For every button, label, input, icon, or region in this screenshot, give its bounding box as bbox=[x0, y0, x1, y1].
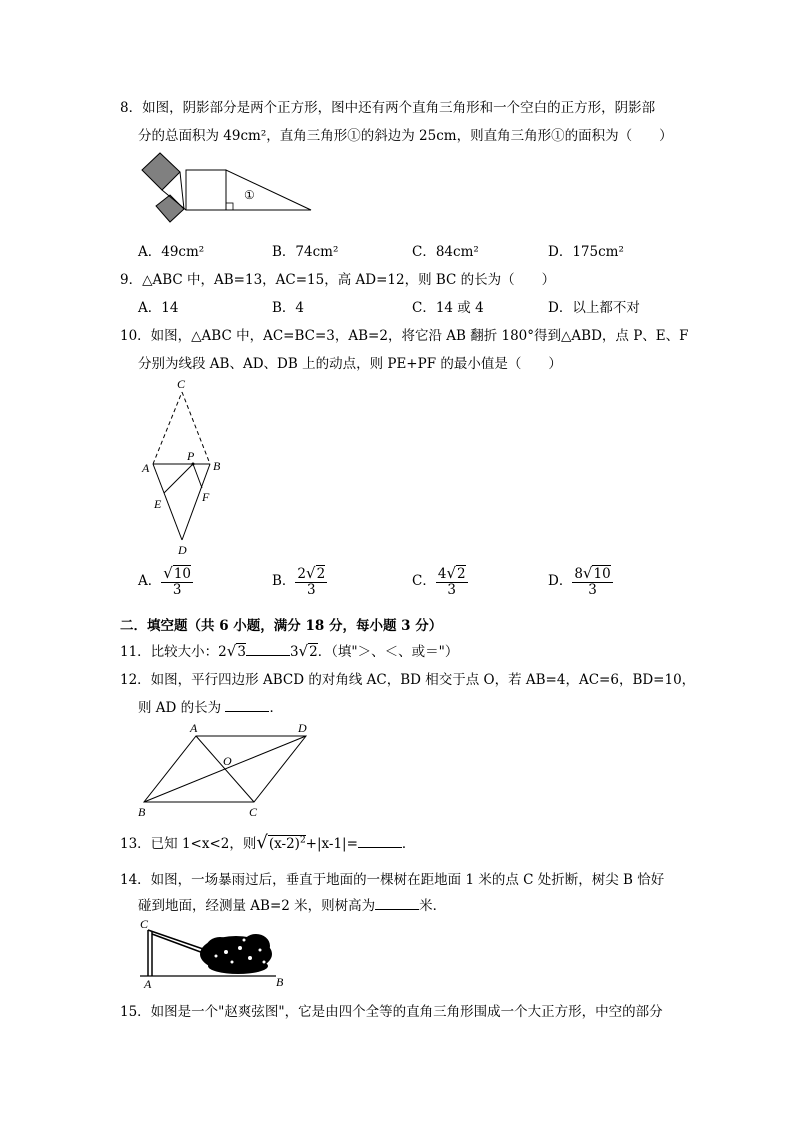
q8-line2: 分的总面积为 49cm²，直角三角形①的斜边为 25cm，则直角三角形①的面积为（ ） bbox=[138, 128, 673, 144]
q11-radicand-1: 3 bbox=[237, 644, 246, 660]
q10-option-b[interactable] bbox=[272, 566, 327, 597]
label-d: D bbox=[298, 721, 307, 735]
option-letter: A． bbox=[138, 572, 162, 589]
q12-end: ． bbox=[269, 700, 283, 716]
q8-option-b[interactable]: B．74cm² bbox=[272, 244, 339, 260]
radicand: 2 bbox=[316, 566, 326, 582]
label-a: A bbox=[190, 721, 198, 735]
label-e: E bbox=[154, 497, 162, 511]
label-c: C bbox=[177, 377, 186, 391]
q9-option-c[interactable]: C．14 或 4 bbox=[412, 300, 484, 316]
fallen-trunk bbox=[152, 934, 206, 954]
label-d: D bbox=[178, 543, 187, 557]
q12-figure bbox=[136, 718, 316, 822]
label-c: C bbox=[140, 917, 149, 931]
denominator: 3 bbox=[172, 581, 182, 598]
coefficient: 4 bbox=[437, 566, 447, 582]
q8-line1: 8．如图，阴影部分是两个正方形，图中还有两个直角三角形和一个空白的正方形，阴影部 bbox=[120, 100, 656, 116]
label-a: A bbox=[142, 461, 150, 475]
label-f: F bbox=[202, 490, 210, 504]
option-letter: C． bbox=[412, 572, 436, 589]
q15-line1: 15．如图是一个"赵爽弦图"，它是由四个全等的直角三角形围成一个大正方形，中空的部分 bbox=[120, 1004, 663, 1020]
q13-answer-blank[interactable] bbox=[358, 835, 402, 848]
shaded-square-small bbox=[156, 195, 184, 222]
radicand: 2 bbox=[457, 566, 466, 582]
right-triangle-1 bbox=[226, 170, 311, 210]
q13-exponent: 2 bbox=[299, 835, 306, 846]
diagonal-bd bbox=[144, 736, 306, 802]
q14-end: 米． bbox=[419, 898, 447, 914]
q13-after: +|x-1|= bbox=[305, 836, 358, 852]
q12-line2 bbox=[138, 696, 283, 716]
q10-line1: 10．如图，△ABC 中，AC=BC=3，AB=2，将它沿 AB 翻折 180°得到△ABD，点 P、E、F bbox=[120, 328, 689, 344]
q13-inner: (x-2) bbox=[268, 836, 300, 852]
coefficient: 2 bbox=[297, 566, 307, 582]
q14-line1: 14．如图，一场暴雨过后，垂直于地面的一棵树在距地面 1 米的点 C 处折断，树尖 B 恰好 bbox=[120, 872, 665, 888]
q13-prefix: 13．已知 1<x<2，则 bbox=[120, 836, 257, 852]
q9-option-b[interactable]: B．4 bbox=[272, 300, 305, 316]
q10-option-c[interactable] bbox=[412, 566, 468, 597]
q9-option-a[interactable]: A．14 bbox=[138, 300, 179, 316]
fallen-trunk bbox=[148, 930, 206, 950]
blank-square bbox=[186, 170, 226, 210]
q14-answer-blank[interactable] bbox=[375, 897, 419, 910]
q13-radicand bbox=[268, 835, 306, 852]
q11-prefix: 11．比较大小：2 bbox=[120, 644, 227, 660]
denominator: 3 bbox=[447, 581, 457, 598]
q14-figure bbox=[136, 916, 286, 990]
q12-answer-blank[interactable] bbox=[225, 699, 269, 712]
radicand: 10 bbox=[173, 566, 191, 582]
q11-suffix: ．（填"＞、＜、或＝"） bbox=[317, 644, 459, 660]
q12-prefix: 则 AD 的长为 bbox=[138, 700, 222, 716]
q14-prefix: 碰到地面，经测量 AB=2 米，则树高为 bbox=[138, 898, 376, 914]
section-heading: 二．填空题（共 6 小题，满分 18 分，每小题 3 分） bbox=[120, 618, 443, 634]
q8-figure bbox=[136, 148, 316, 228]
q13-text: 13．已知 1<x<2，则$√(x-2)^2+|x-1|=$ ． bbox=[120, 832, 416, 853]
tree-crown bbox=[200, 934, 272, 974]
q12-line1: 12．如图，平行四边形 ABCD 的对角线 AC，BD 相交于点 O，若 AB=4，AC=6，BD=10， bbox=[120, 672, 696, 688]
denominator: 3 bbox=[588, 581, 597, 598]
q11-answer-blank[interactable] bbox=[246, 643, 290, 656]
label-p: P bbox=[187, 449, 195, 463]
q11-radicand-2: 2 bbox=[309, 644, 318, 660]
segment-pe bbox=[164, 464, 193, 493]
q8-option-a[interactable]: A．49cm² bbox=[138, 244, 205, 260]
radicand: 10 bbox=[593, 566, 611, 582]
triangle-label: ① bbox=[244, 188, 255, 202]
q9-option-d[interactable]: D．以上都不对 bbox=[548, 300, 640, 316]
label-o: O bbox=[223, 754, 232, 768]
q8-option-d[interactable]: D．175cm² bbox=[548, 244, 624, 260]
option-letter: B． bbox=[272, 572, 296, 589]
segment-pf bbox=[193, 464, 202, 488]
q11-text: 11．比较大小：2√3 3√2．（填"＞、＜、或＝"） bbox=[120, 642, 459, 660]
q10-figure bbox=[138, 374, 238, 560]
q10-line2: 分别为线段 AB、AD、DB 上的动点，则 PE+PF 的最小值是（ ） bbox=[138, 356, 562, 372]
fraction: $\frac{2√2}{3}$ bbox=[297, 564, 326, 598]
q14-line2 bbox=[138, 894, 446, 914]
denominator: 3 bbox=[307, 581, 316, 598]
q8-option-c[interactable]: C．84cm² bbox=[412, 244, 479, 260]
q9-text: 9．△ABC 中，AB=13，AC=15，高 AD=12，则 BC 的长为（ ） bbox=[120, 272, 556, 288]
q10-option-d[interactable] bbox=[548, 566, 613, 597]
shaded-square-large bbox=[142, 153, 180, 190]
triangle-edge bbox=[180, 172, 184, 209]
option-letter: D． bbox=[548, 572, 573, 589]
fraction: $\frac{8√10}{3}$ bbox=[574, 564, 611, 598]
fraction: $\frac{√10}{3}$ bbox=[163, 564, 191, 598]
dashed-ac bbox=[153, 392, 182, 464]
label-c: C bbox=[249, 805, 258, 819]
q10-option-a[interactable] bbox=[138, 566, 193, 597]
label-a: A bbox=[144, 977, 152, 990]
q13-end: ． bbox=[401, 836, 416, 852]
label-b: B bbox=[213, 459, 221, 473]
fraction: $\frac{4√2}{3}$ bbox=[437, 564, 466, 598]
label-b: B bbox=[138, 805, 146, 819]
coefficient: 8 bbox=[574, 566, 583, 582]
q11-coef: 3 bbox=[289, 644, 299, 660]
label-b: B bbox=[276, 975, 284, 989]
